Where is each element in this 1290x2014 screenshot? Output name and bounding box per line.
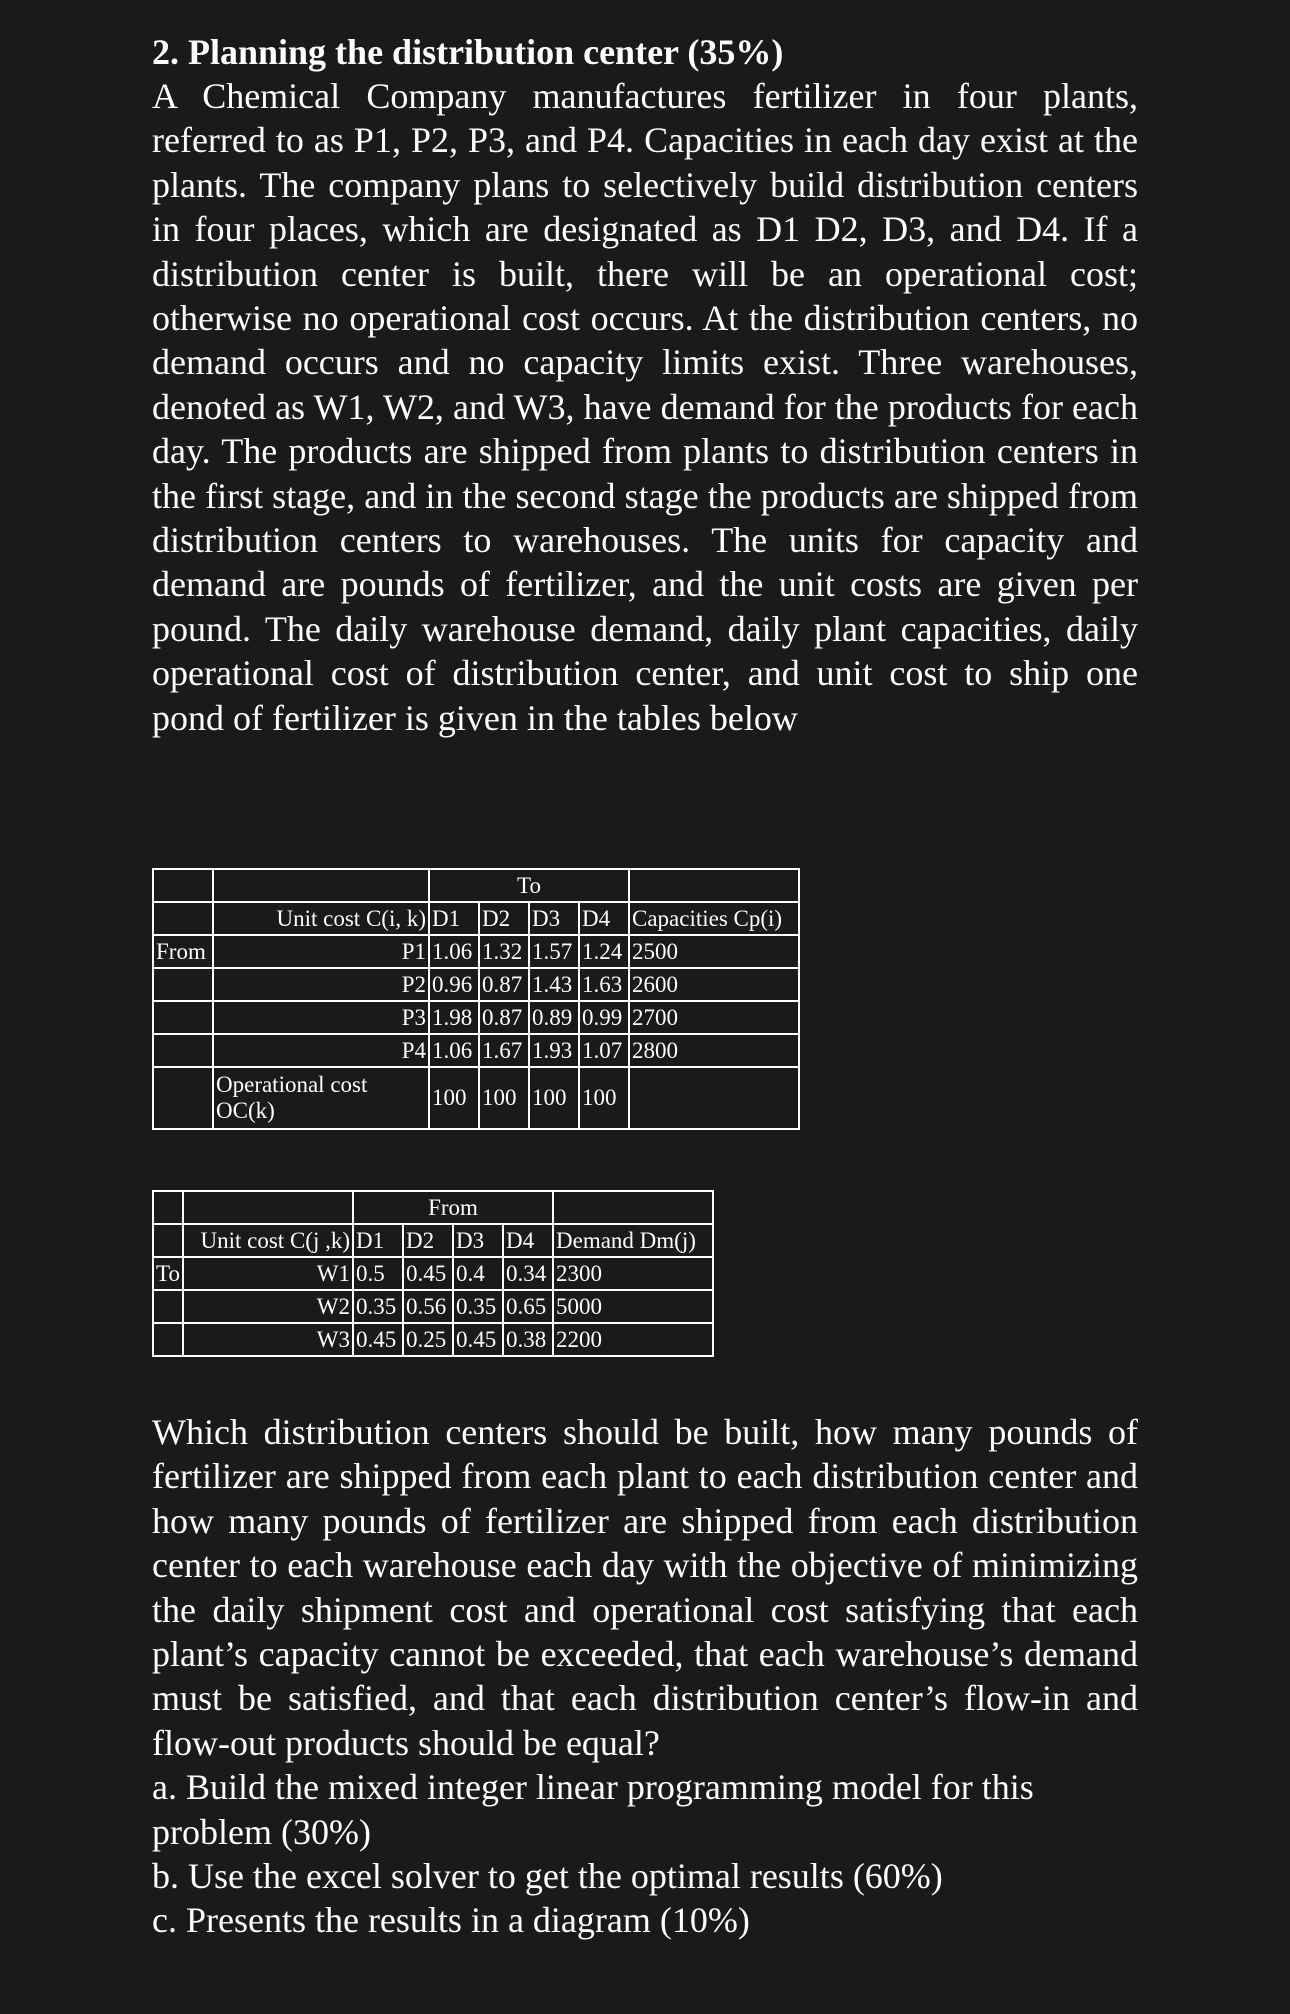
column-header-d1: D1 — [353, 1224, 403, 1257]
cost-cell: 0.4 — [453, 1257, 503, 1290]
cost-cell: 0.34 — [503, 1257, 553, 1290]
cost-cell: 0.96 — [429, 968, 479, 1001]
row-label-p1: P1 — [213, 935, 429, 968]
table-row — [153, 968, 799, 1001]
cost-cell: 0.35 — [453, 1290, 503, 1323]
row-label-w2: W2 — [183, 1290, 353, 1323]
cost-cell: 1.98 — [429, 1001, 479, 1034]
cost-cell: 1.24 — [579, 935, 629, 968]
to-label: To — [153, 1257, 183, 1290]
cost-cell: 0.45 — [403, 1257, 453, 1290]
operational-cost-cell: 100 — [579, 1067, 629, 1129]
table-row — [153, 1191, 713, 1224]
cost-cell: 0.56 — [403, 1290, 453, 1323]
cost-cell: 0.45 — [453, 1323, 503, 1356]
table-row — [153, 1067, 799, 1129]
operational-cost-cell: 100 — [529, 1067, 579, 1129]
column-header-d3: D3 — [529, 902, 579, 935]
cost-cell: 0.87 — [479, 1001, 529, 1034]
row-label-w3: W3 — [183, 1323, 353, 1356]
cost-cell: 0.35 — [353, 1290, 403, 1323]
capacity-cell: 2600 — [629, 968, 799, 1001]
cost-cell: 0.99 — [579, 1001, 629, 1034]
column-header-d2: D2 — [479, 902, 529, 935]
column-header-d3: D3 — [453, 1224, 503, 1257]
question-part-b: b. Use the excel solver to get the optimal results (60%) — [152, 1856, 943, 1897]
column-header-d1: D1 — [429, 902, 479, 935]
question-part-a: a. Build the mixed integer linear programming model for this problem (30%) — [152, 1767, 1034, 1852]
cost-cell: 1.57 — [529, 935, 579, 968]
table-row — [153, 1257, 713, 1290]
to-header: To — [429, 869, 629, 902]
column-header-d4: D4 — [503, 1224, 553, 1257]
cost-cell: 0.65 — [503, 1290, 553, 1323]
row-label-p2: P2 — [213, 968, 429, 1001]
column-header-d2: D2 — [403, 1224, 453, 1257]
operational-cost-label: Operational cost OC(k) — [213, 1067, 429, 1129]
capacity-cell: 2800 — [629, 1034, 799, 1067]
demand-cell: 2200 — [553, 1323, 713, 1356]
section-heading: 2. Planning the distribution center (35%) — [152, 32, 784, 72]
cost-cell: 0.5 — [353, 1257, 403, 1290]
demand-header: Demand Dm(j) — [553, 1224, 713, 1257]
cost-cell: 0.45 — [353, 1323, 403, 1356]
demand-cell: 5000 — [553, 1290, 713, 1323]
table-row — [153, 1001, 799, 1034]
table-row — [153, 1290, 713, 1323]
intro-paragraph: A Chemical Company manufactures fertilizer in four plants, referred to as P1, P2, P3, and P4. Capacities in each day exist at the plants. The company plans to selectively build distribution centers in four places, which are designated as D1 D2, D3, and D4. If a distribution center is built, there will be an operational cost; otherwise no operational cost occurs. At the distribution centers, no demand occurs and no capacity limits exist. Three warehouses, denoted as W1, W2, and W3, have demand for the products for each day. The products are shipped from plants to distribution centers in the first stage, and in the second stage the products are shipped from distribution centers to warehouses. The units for capacity and demand are pounds of fertilizer, and the unit costs are given per pound. The daily warehouse demand, daily plant capacities, daily operational cost of distribution center, and unit cost to ship one pond of fertilizer is given in the tables below — [152, 76, 1138, 738]
row-label-w1: W1 — [183, 1257, 353, 1290]
unit-cost-label: Unit cost C(i, k) — [213, 902, 429, 935]
cost-cell: 0.89 — [529, 1001, 579, 1034]
operational-cost-cell: 100 — [429, 1067, 479, 1129]
table-row — [153, 902, 799, 935]
cost-cell: 1.32 — [479, 935, 529, 968]
cost-cell: 1.67 — [479, 1034, 529, 1067]
table-row — [153, 1034, 799, 1067]
cost-cell: 1.63 — [579, 968, 629, 1001]
table-row — [153, 935, 799, 968]
cost-cell: 0.87 — [479, 968, 529, 1001]
cost-cell: 1.06 — [429, 935, 479, 968]
question-paragraph: Which distribution centers should be built, how many pounds of fertilizer are shipped from each plant to each distribution center and how many pounds of fertilizer are shipped from each distribution center to each warehouse each day with the objective of minimizing the daily shipment cost and operational cost satisfying that each plant’s capacity cannot be exceeded, that each warehouse’s demand must be satisfied, and that each distribution center’s flow-in and flow-out products should be equal? — [152, 1412, 1138, 1763]
table-row — [153, 1224, 713, 1257]
demand-cell: 2300 — [553, 1257, 713, 1290]
cost-cell: 1.07 — [579, 1034, 629, 1067]
from-header: From — [353, 1191, 553, 1224]
cost-cell: 1.93 — [529, 1034, 579, 1067]
question-part-c: c. Presents the results in a diagram (10%) — [152, 1900, 750, 1941]
capacity-header: Capacities Cp(i) — [629, 902, 799, 935]
column-header-d4: D4 — [579, 902, 629, 935]
cost-cell: 0.25 — [403, 1323, 453, 1356]
cost-cell: 1.06 — [429, 1034, 479, 1067]
cost-cell: 0.38 — [503, 1323, 553, 1356]
row-label-p3: P3 — [213, 1001, 429, 1034]
table-row — [153, 1323, 713, 1356]
from-label: From — [153, 935, 213, 968]
question-block — [152, 1410, 1138, 1943]
cost-cell: 1.43 — [529, 968, 579, 1001]
unit-cost-label: Unit cost C(j ,k) — [183, 1224, 353, 1257]
operational-cost-cell: 100 — [479, 1067, 529, 1129]
row-label-p4: P4 — [213, 1034, 429, 1067]
capacity-cell: 2700 — [629, 1001, 799, 1034]
capacity-cell: 2500 — [629, 935, 799, 968]
problem-intro — [152, 30, 1138, 740]
plant-to-dc-cost-table — [152, 868, 800, 1130]
table-row — [153, 869, 799, 902]
dc-to-warehouse-cost-table — [152, 1190, 714, 1357]
